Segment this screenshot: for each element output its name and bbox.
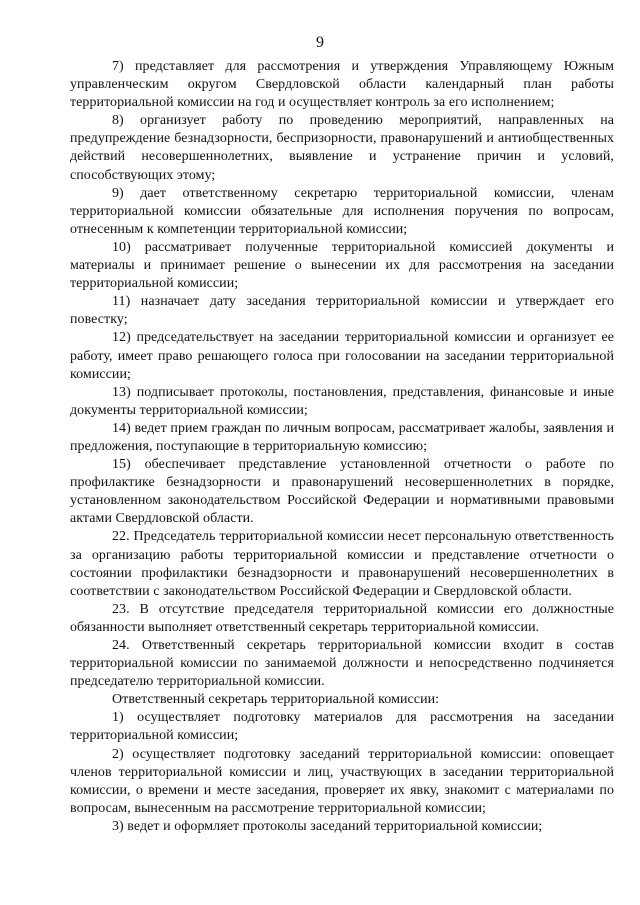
paragraph-item-11: 11) назначает дату заседания территориальной комиссии и утверждает его повестку;: [70, 294, 614, 328]
paragraph-item-14: 14) ведет прием граждан по личным вопросам, рассматривает жалобы, заявления и предложения, поступающие в территориальную комиссию;: [70, 420, 614, 454]
clause-23: 23. В отсутствие председателя территориальной комиссии его должностные обязанности выполняет ответственный секретарь территориальной комиссии.: [70, 601, 614, 635]
secretary-duties-heading: Ответственный секретарь территориальной комиссии:: [112, 692, 440, 708]
paragraph-item-9: 9) дает ответственному секретарю территориальной комиссии, членам территориальной комиссии обязательные для исполнения поручения по вопросам, отнесенным к компетенции территориальной комиссии;: [70, 185, 614, 237]
paragraph-item-15: 15) обеспечивает представление установленной отчетности о работе по профилактике безнадзорности и правонарушений несовершеннолетних в порядке, установленном законодательством Российской Федерации и нормативными правовыми актами Свердловской области.: [70, 457, 614, 527]
secretary-duty-1: 1) осуществляет подготовку материалов для рассмотрения на заседании территориальной комиссии;: [70, 710, 614, 744]
secretary-duty-3: 3) ведет и оформляет протоколы заседаний территориальной комиссии;: [112, 818, 543, 834]
clause-22: 22. Председатель территориальной комиссии несет персональную ответственность за организацию работы территориальной комиссии и представление отчетности о состоянии профилактики безнадзорности и правонарушений несовершеннолетних в соответствии с законодательством Российской Федерации и Свердловской области.: [70, 529, 614, 599]
document-body: [70, 58, 614, 836]
secretary-duty-2: 2) осуществляет подготовку заседаний территориальной комиссии: оповещает членов территориальной комиссии и лиц, участвующих в заседании территориальной комиссии, о времени и месте заседания, проверяет их явку, знакомит с материалами по вопросам, вынесенным на рассмотрение территориальной комиссии;: [70, 746, 614, 816]
clause-24: 24. Ответственный секретарь территориальной комиссии входит в состав территориальной комиссии по занимаемой должности и непосредственно подчиняется председателю территориальной комиссии.: [70, 638, 614, 690]
paragraph-item-13: 13) подписывает протоколы, постановления, представления, финансовые и иные документы территориальной комиссии;: [70, 384, 614, 418]
paragraph-item-10: 10) рассматривает полученные территориальной комиссией документы и материалы и принимает решение о вынесении их для рассмотрения на заседании территориальной комиссии;: [70, 239, 614, 292]
paragraph-item-8: 8) организует работу по проведению мероприятий, направленных на предупреждение безнадзорности, беспризорности, правонарушений и антиобщественных действий несовершеннолетних, выявление и устранение причин и условий, способствующих этому;: [70, 113, 614, 183]
paragraph-item-7: 7) представляет для рассмотрения и утверждения Управляющему Южным управленческим округом Свердловской области календарный план работы территориальной комиссии на год и осуществляет контроль за его исполнением;: [70, 59, 614, 111]
paragraph-item-12: 12) председательствует на заседании территориальной комиссии и организует ее работу, имеет право решающего голоса при голосовании на заседании территориальной комиссии;: [70, 330, 614, 382]
page-number: 9: [316, 34, 324, 51]
